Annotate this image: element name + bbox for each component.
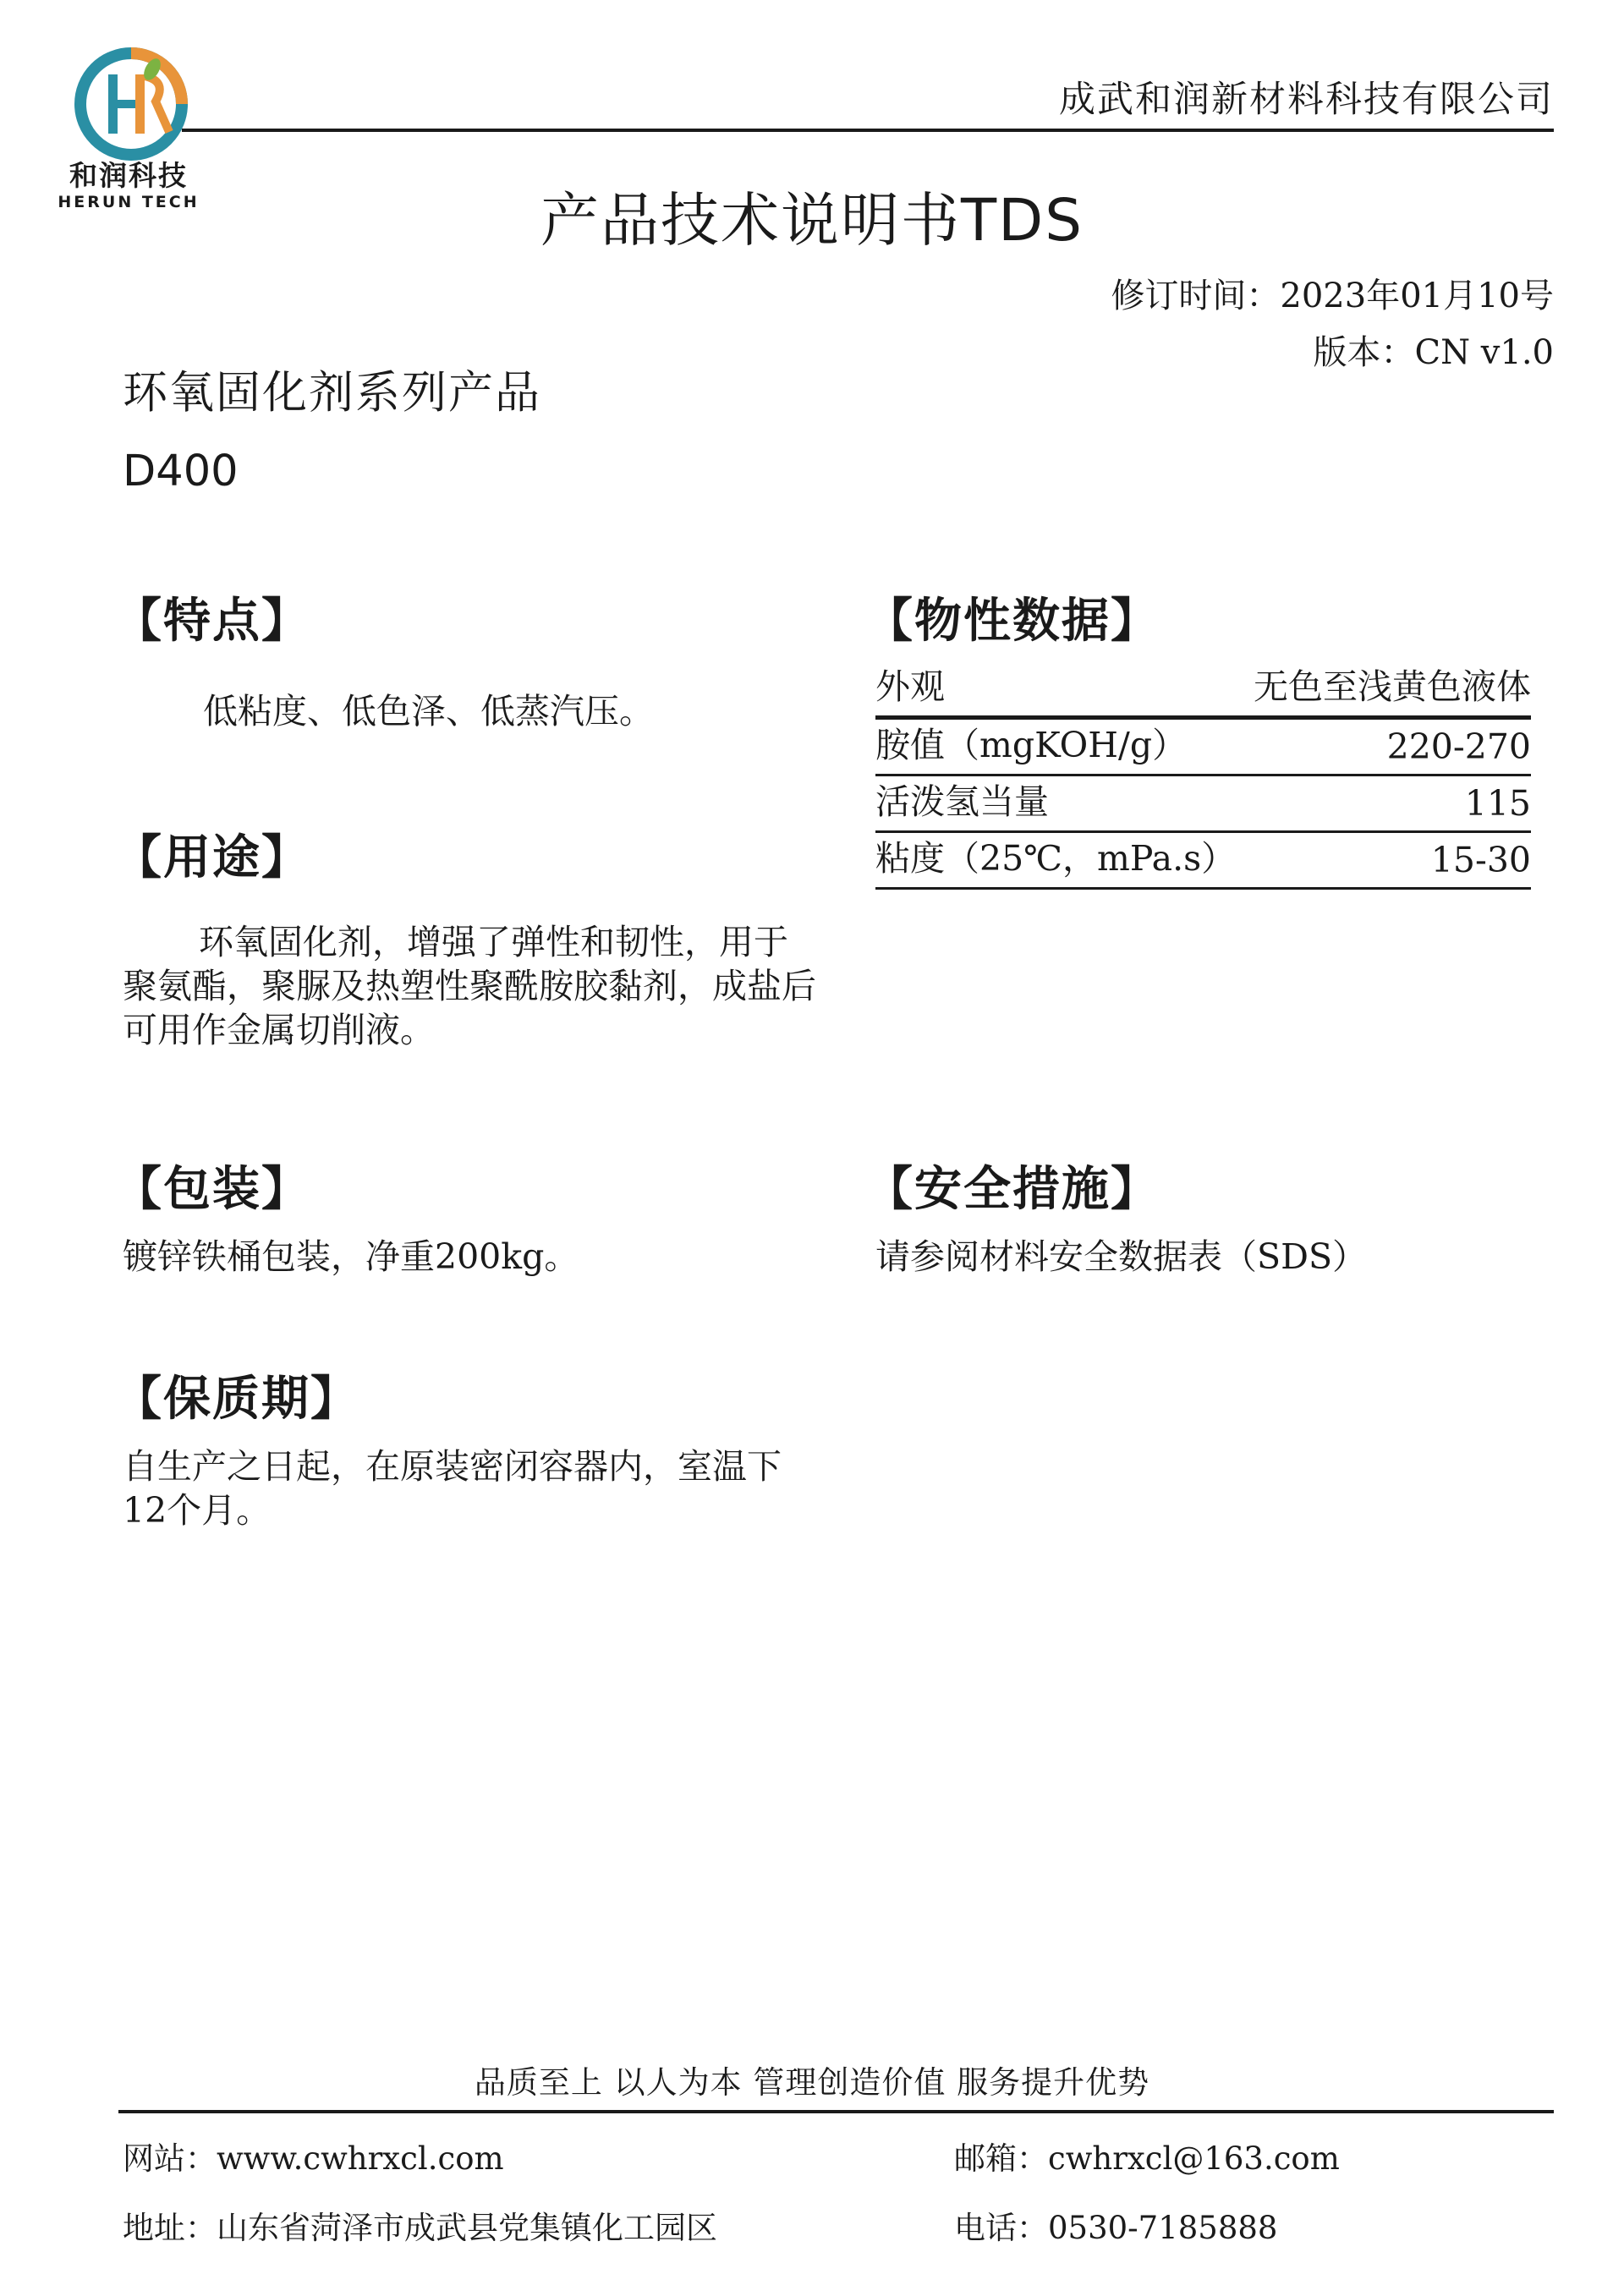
company-motto: 品质至上 以人为本 管理创造价值 服务提升优势: [474, 2064, 1150, 2101]
property-name: 外观: [875, 666, 945, 707]
property-value: 115: [1464, 783, 1531, 824]
footer-website: 网站：www.cwhrxcl.com: [123, 2140, 504, 2177]
property-name: 胺值（mgKOH/g）: [875, 725, 1188, 765]
features-text: 低粘度、低色泽、低蒸汽压。: [203, 691, 654, 732]
packaging-heading: 【包装】: [114, 1162, 310, 1217]
uses-heading: 【用途】: [114, 830, 310, 885]
table-row: [875, 833, 1531, 890]
packaging-text: 镀锌铁桶包装，净重200kg。: [123, 1236, 579, 1277]
shelf-life-text: 自生产之日起，在原装密闭容器内，室温下12个月。: [123, 1446, 782, 1531]
shelf-life-heading: 【保质期】: [114, 1372, 359, 1427]
features-heading: 【特点】: [114, 594, 310, 649]
property-value: 220-270: [1386, 726, 1531, 767]
herun-logo-icon: [68, 41, 195, 167]
company-name: 成武和润新材料科技有限公司: [1059, 79, 1554, 121]
table-row: [875, 720, 1531, 776]
document-title: 产品技术说明书TDS: [540, 187, 1084, 255]
document-version: 版本：CN v1.0: [1313, 333, 1554, 372]
property-value: 15-30: [1430, 840, 1531, 880]
table-row: [875, 776, 1531, 833]
logo-english-name: HERUN TECH: [58, 193, 200, 211]
header-divider: [182, 129, 1554, 132]
footer-address: 地址：山东省菏泽市成武县党集镇化工园区: [123, 2210, 717, 2246]
uses-text: 环氧固化剂，增强了弹性和韧性，用于聚氨酯，聚脲及热塑性聚酰胺胶黏剂，成盐后可用作金属切削液。: [123, 922, 816, 1050]
footer-email: 邮箱：cwhrxcl@163.com: [954, 2140, 1340, 2177]
company-logo: [68, 41, 195, 167]
property-name: 活泼氢当量: [875, 781, 1049, 822]
logo-chinese-name: 和润科技: [69, 159, 188, 192]
product-model: D400: [123, 447, 239, 496]
footer-phone: 电话：0530-7185888: [954, 2210, 1278, 2246]
property-name: 粘度（25℃，mPa.s）: [875, 838, 1237, 879]
property-value: 无色至浅黄色液体: [1254, 666, 1531, 707]
properties-table: [875, 660, 1531, 890]
safety-text: 请参阅材料安全数据表（SDS）: [875, 1236, 1368, 1277]
table-row: [875, 660, 1531, 720]
properties-heading: 【物性数据】: [865, 594, 1160, 649]
product-series: 环氧固化剂系列产品: [123, 367, 541, 419]
footer-divider: [118, 2110, 1554, 2113]
safety-heading: 【安全措施】: [865, 1162, 1160, 1217]
revision-date: 修订时间：2023年01月10号: [1111, 277, 1554, 315]
